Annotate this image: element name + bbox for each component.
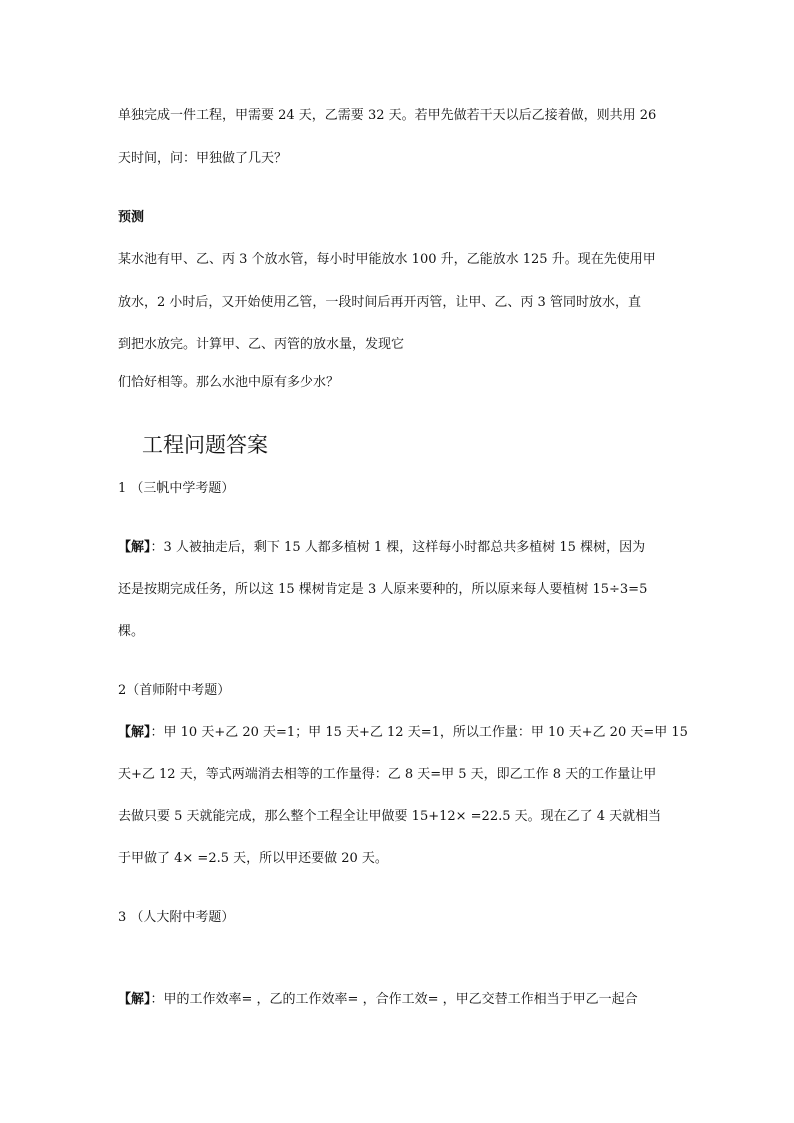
answer-2-title: 2（首师附中考题）	[118, 683, 231, 698]
answer-1-text-1: ：3 人被抽走后，剩下 15 人都多植树 1 棵，这样每小时都总共多植树 15 棵树，因为	[150, 540, 646, 555]
answer-2-line-2: 天+乙 12 天，等式两端消去相等的工作量得：乙 8 天=甲 5 天，即乙工作 8 天的工作量让甲	[118, 767, 657, 782]
forecast-line-1: 某水池有甲、乙、丙 3 个放水管，每小时甲能放水 100 升，乙能放水 125 升。现在先使用甲	[118, 252, 656, 267]
intro-problem-line-2: 天时间，问：甲独做了几天？	[118, 151, 288, 166]
answer-2-label: 【解】	[118, 725, 151, 740]
answer-1-label: 【解】	[118, 540, 151, 555]
answer-1-title: 1 （三帆中学考题）	[118, 481, 235, 496]
answer-2-line-3: 去做只要 5 天就能完成，那么整个工程全让甲做要 15+12× =22.5 天。现在乙了 4 天就相当	[118, 809, 662, 824]
intro-problem-line-1: 单独完成一件工程，甲需要 24 天，乙需要 32 天。若甲先做若干天以后乙接着做，则共用 26	[118, 108, 657, 123]
answer-3-text-1: ：甲的工作效率= ，乙的工作效率= ，合作工效= ，甲乙交替工作相当于甲乙一起合	[150, 992, 638, 1007]
forecast-line-2: 放水，2 小时后，又开始使用乙管，一段时间后再开丙管，让甲、乙、丙 3 管同时放水，直	[118, 295, 641, 310]
answer-3-title: 3 （人大附中考题）	[118, 910, 235, 925]
answer-3-line-1	[118, 991, 638, 1009]
answer-1-line-2: 还是按期完成任务，所以这 15 棵树肯定是 3 人原来要种的，所以原来每人要植树 15÷3=5	[118, 582, 648, 597]
answer-3-label: 【解】	[118, 992, 151, 1007]
answer-1-line-3: 棵。	[118, 624, 145, 639]
answer-2-line-1	[118, 724, 688, 742]
answers-heading: 工程问题答案	[142, 433, 268, 457]
forecast-title: 预测	[118, 210, 145, 225]
answer-2-text-1: ：甲 10 天+乙 20 天=1；甲 15 天+乙 12 天=1，所以工作量：甲 10 天+乙 20 天=甲 15	[150, 725, 688, 740]
forecast-line-4: 们恰好相等。那么水池中原有多少水？	[118, 375, 340, 390]
forecast-line-3: 到把水放完。计算甲、乙、丙管的放水量，发现它	[118, 337, 405, 352]
answer-2-line-4: 于甲做了 4× =2.5 天，所以甲还要做 20 天。	[118, 851, 388, 866]
answer-1-line-1	[118, 539, 645, 557]
